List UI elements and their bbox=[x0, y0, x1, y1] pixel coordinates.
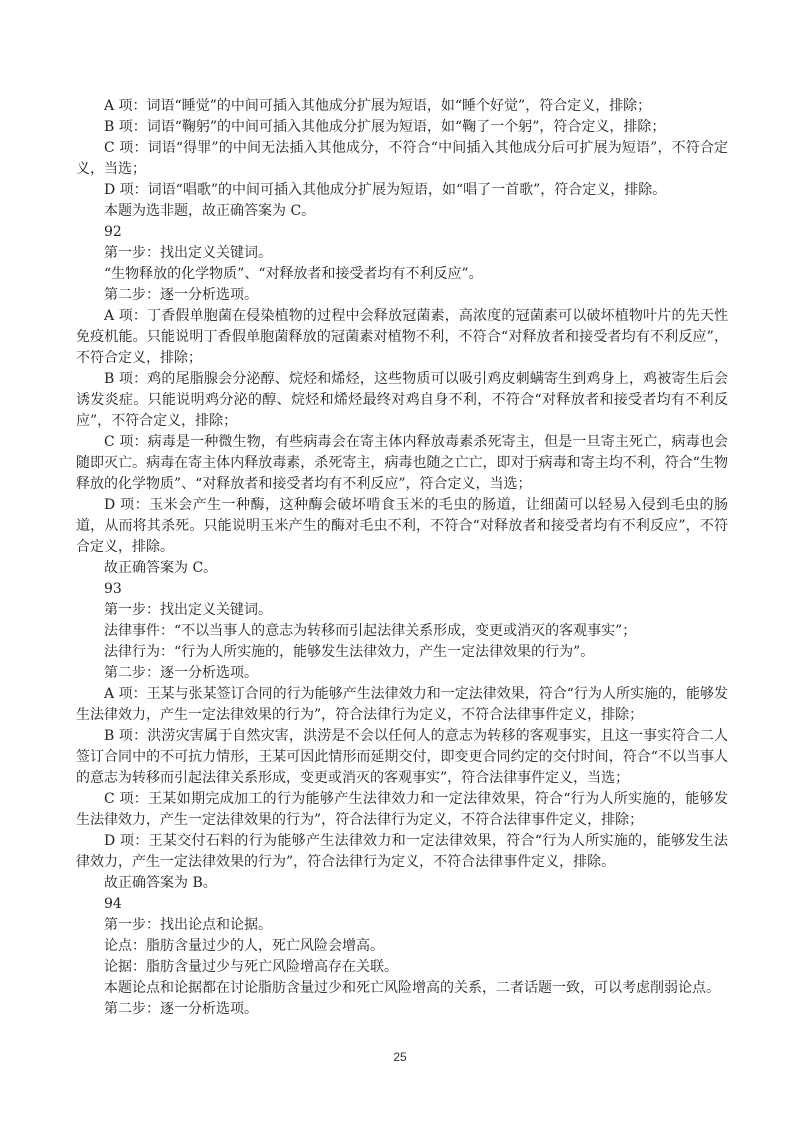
paragraph: A 项：王某与张某签订合同的行为能够产生法律效力和一定法律效果，符合“行为人所实施的，能够发生法律效力，产生一定法律效果的行为”，符合法律行为定义，不符合法律事件定义，排除； bbox=[76, 686, 728, 723]
paragraph: 法律事件：“不以当事人的意志为转移而引起法律关系形成，变更或消灭的客观事实”； bbox=[104, 623, 637, 639]
paragraph: 法律行为：“行为人所实施的，能够发生法律效力，产生一定法律效果的行为”。 bbox=[104, 644, 595, 660]
paragraph: 第二步：逐一分析选项。 bbox=[104, 665, 258, 681]
paragraph: 第一步：找出定义关键词。 bbox=[104, 245, 272, 261]
page-number: 25 bbox=[393, 1050, 407, 1064]
paragraph: 第一步：找出论点和论据。 bbox=[104, 917, 272, 933]
paragraph: D 项：玉米会产生一种酶，这种酶会破坏啃食玉米的毛虫的肠道，让细菌可以轻易入侵到毛虫的肠道，从而将其杀死。只能说明玉米产生的酶对毛虫不利，不符合“对释放者和接受者均有不利反应”，不符合定义，排除。 bbox=[76, 497, 728, 555]
paragraph: 第一步：找出定义关键词。 bbox=[104, 602, 272, 618]
paragraph: C 项：病毒是一种微生物，有些病毒会在寄主体内释放毒素杀死寄主，但是一旦寄主死亡，病毒也会随即灭亡。病毒在寄主体内释放毒素，杀死寄主，病毒也随之亡亡，即对于病毒和寄主均不利，符合“生物释放的化学物质”、“对释放者和接受者均有不利反应”，符合定义，当选； bbox=[76, 434, 728, 492]
question-number: 93 bbox=[104, 581, 122, 597]
paragraph: 本题为选非题，故正确答案为 C。 bbox=[104, 203, 316, 219]
question-number: 94 bbox=[104, 896, 122, 912]
paragraph: 论据：脂肪含量过少与死亡风险增高存在关联。 bbox=[104, 959, 398, 975]
paragraph: 第二步：逐一分析选项。 bbox=[104, 287, 258, 303]
paragraph: A 项：丁香假单胞菌在侵染植物的过程中会释放冠菌素，高浓度的冠菌素可以破坏植物叶片的先天性免疫机能。只能说明丁香假单胞菌释放的冠菌素对植物不利，不符合“对释放者和接受者均有不利反应”，不符合定义，排除； bbox=[76, 308, 728, 366]
paragraph: D 项：王某交付石料的行为能够产生法律效力和一定法律效果，符合“行为人所实施的，能够发生法律效力，产生一定法律效果的行为”，符合法律行为定义，不符合法律事件定义，排除。 bbox=[76, 833, 728, 870]
paragraph: “生物释放的化学物质”、“对释放者和接受者均有不利反应”。 bbox=[104, 266, 483, 282]
document-body bbox=[76, 96, 728, 1020]
paragraph: 论点：脂肪含量过少的人，死亡风险会增高。 bbox=[104, 938, 384, 954]
paragraph: 故正确答案为 B。 bbox=[104, 875, 217, 891]
paragraph: 第二步：逐一分析选项。 bbox=[104, 1001, 258, 1017]
paragraph: B 项：词语“鞠躬”的中间可插入其他成分扩展为短语，如“鞠了一个躬”，符合定义，排除； bbox=[104, 119, 666, 135]
question-number: 92 bbox=[104, 224, 122, 240]
paragraph: B 项：鸡的尾脂腺会分泌醇、烷烃和烯烃，这些物质可以吸引鸡皮刺螨寄生到鸡身上，鸡被寄生后会诱发炎症。只能说明鸡分泌的醇、烷烃和烯烃最终对鸡自身不利，不符合“对释放者和接受者均有不利反应”，不符合定义，排除； bbox=[76, 371, 728, 429]
paragraph: 故正确答案为 C。 bbox=[104, 560, 218, 576]
paragraph: C 项：词语“得罪”的中间无法插入其他成分，不符合“中间插入其他成分后可扩展为短语”，不符合定义，当选； bbox=[76, 140, 728, 177]
paragraph: A 项：词语“睡觉”的中间可插入其他成分扩展为短语，如“睡个好觉”，符合定义，排除； bbox=[104, 98, 652, 114]
paragraph: D 项：词语“唱歌”的中间可插入其他成分扩展为短语，如“唱了一首歌”，符合定义，排除。 bbox=[104, 182, 667, 198]
paragraph: 本题论点和论据都在讨论脂肪含量过少和死亡风险增高的关系，二者话题一致，可以考虑削弱论点。 bbox=[104, 980, 720, 996]
paragraph: B 项：洪涝灾害属于自然灾害，洪涝是不会以任何人的意志为转移的客观事实，且这一事实符合二人签订合同中的不可抗力情形，王某可因此情形而延期交付，即变更合同约定的交付时间，符合“不以当事人的意志为转移而引起法律关系形成，变更或消灭的客观事实”，符合法律事件定义，当选； bbox=[76, 728, 728, 786]
paragraph: C 项：王某如期完成加工的行为能够产生法律效力和一定法律效果，符合“行为人所实施的，能够发生法律效力，产生一定法律效果的行为”，符合法律行为定义，不符合法律事件定义，排除； bbox=[76, 791, 728, 828]
